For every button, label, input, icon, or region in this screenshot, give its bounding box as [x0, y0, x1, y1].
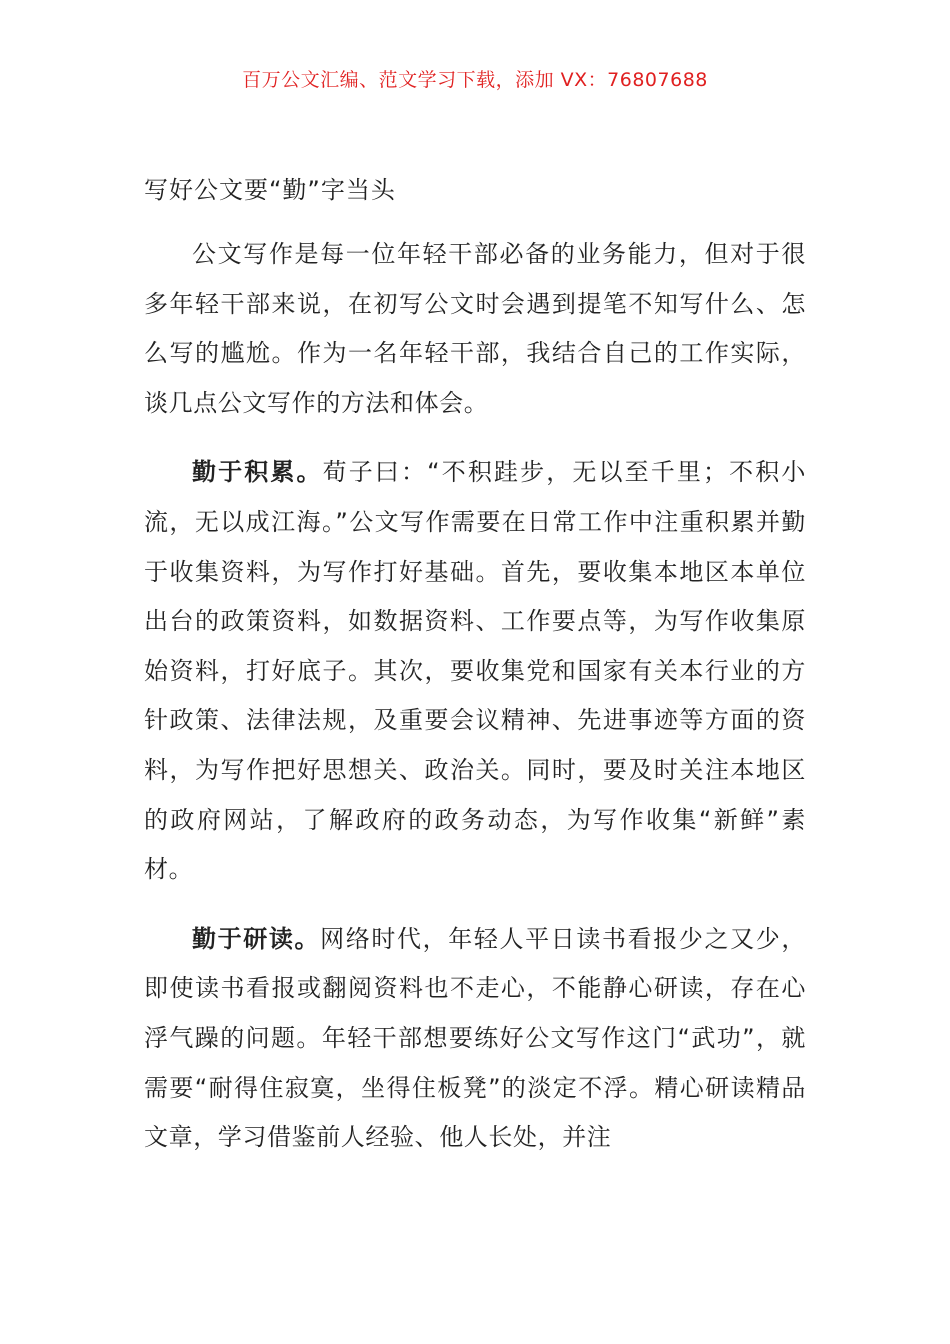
paragraph-lead: 勤于积累。 [192, 458, 323, 487]
document-body [144, 168, 806, 1183]
paragraph-accumulate [144, 448, 806, 894]
paragraph-text: 网络时代，年轻人平日读书看报少之又少，即使读书看报或翻阅资料也不走心，不能静心研读，存在心浮气躁的问题。年轻干部想要练好公文写作这门“武功”，就需要“耐得住寂寞，坐得住板凳”的淡定不浮。精心研读精品文章，学习借鉴前人经验、他人长处，并注 [144, 924, 807, 1152]
header-banner: 百万公文汇编、范文学习下载，添加 VX：76807688 [242, 69, 708, 91]
paragraph-text: 公文写作是每一位年轻干部必备的业务能力，但对于很多年轻干部来说，在初写公文时会遇到提笔不知写什么、怎么写的尴尬。作为一名年轻干部，我结合自己的工作实际，谈几点公文写作的方法和体会。 [144, 240, 806, 417]
paragraph-intro [144, 230, 806, 428]
paragraph-text: 荀子曰：“不积跬步，无以至千里；不积小流，无以成江海。”公文写作需要在日常工作中注重积累并勤于收集资料，为写作打好基础。首先，要收集本地区本单位出台的政策资料，如数据资料、工作要点等，为写作收集原始资料，打好底子。其次，要收集党和国家有关本行业的方针政策、法律法规，及重要会议精神、先进事迹等方面的资料，为写作把好思想关、政治关。同时，要及时关注本地区的政府网站，了解政府的政务动态，为写作收集“新鲜”素材。 [144, 458, 807, 884]
paragraph-lead: 勤于研读。 [192, 924, 321, 953]
document-title: 写好公文要“勤”字当头 [144, 176, 396, 204]
paragraph-study [144, 915, 806, 1163]
